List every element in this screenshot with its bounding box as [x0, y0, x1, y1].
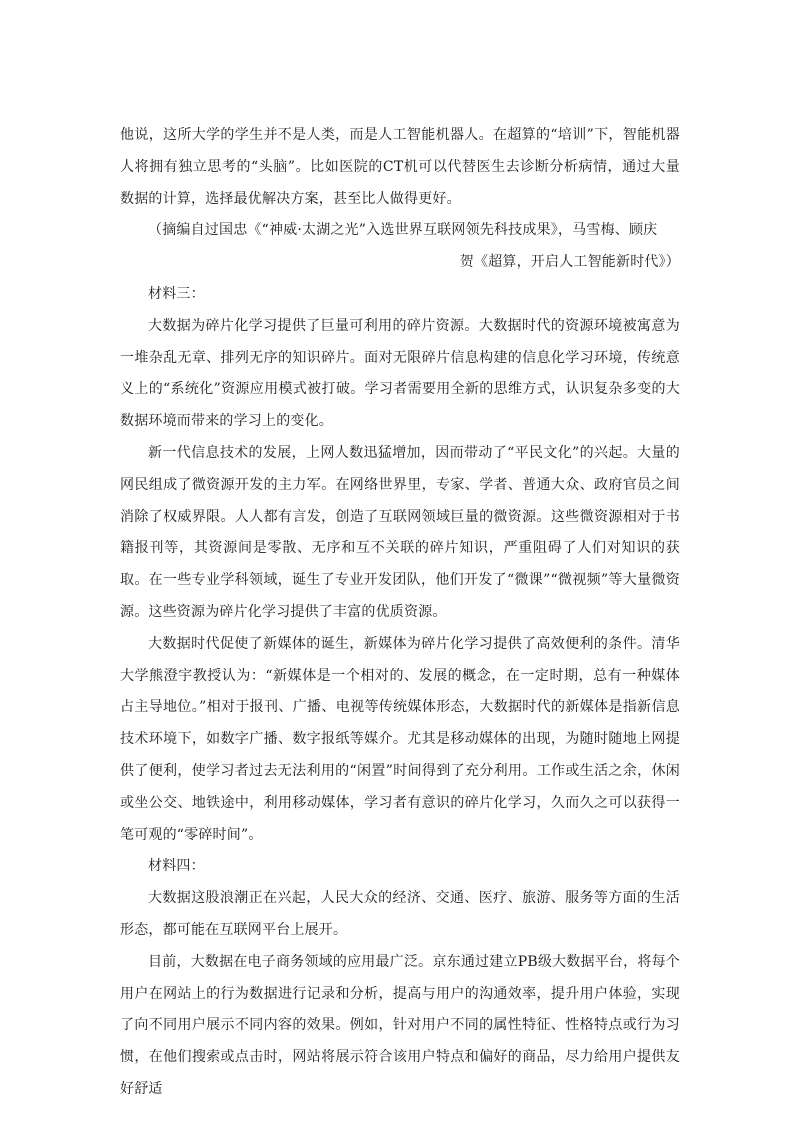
material-3-paragraph-1: 大数据为碎片化学习提供了巨量可利用的碎片资源。大数据时代的资源环境被寓意为一堆杂乱无章、排列无序的知识碎片。面对无限碎片信息构建的信息化学习环境，传统意义上的“系统化”资源应用模式被打破。学习者需要用全新的思维方式，认识复杂多变的大数据环境而带来的学习上的变化。: [120, 317, 680, 430]
material-3-paragraph-2: 新一代信息技术的发展，上网人数迅猛增加，因而带动了“平民文化”的兴起。大量的网民组成了微资源开发的主力军。在网络世界里，专家、学者、普通大众、政府官员之间消除了权威界限。人人都有言发，创造了互联网领域巨量的微资源。这些微资源相对于书籍报刊等，其资源间是零散、无序和互不关联的碎片知识，严重阻碍了人们对知识的获取。在一些专业学科领域，诞生了专业开发团队，他们开发了“微课”“微视频”等大量微资源。这些资源为碎片化学习提供了丰富的优质资源。: [120, 444, 680, 620]
paragraph-robot-university: 他说，这所大学的学生并不是人类，而是人工智能机器人。在超算的“培训”下，智能机器人将拥有独立思考的“头脑”。比如医院的CT机可以代替医生去诊断分析病情，通过大量数据的计算，选择最优解决方案，甚至比人做得更好。: [120, 127, 680, 207]
material-3-paragraph-3: 大数据时代促使了新媒体的诞生，新媒体为碎片化学习提供了高效便利的条件。清华大学熊澄宇教授认为：“新媒体是一个相对的、发展的概念，在一定时期，总有一种媒体占主导地位。”相对于报刊、广播、电视等传统媒体形态，大数据时代的新媒体是指新信息技术环境下，如数字广播、数字报纸等媒介。尤其是移动媒体的出现，为随时随地上网提供了便利，使学习者过去无法利用的“闲置”时间得到了充分利用。工作或生活之余，休闲或坐公交、地铁途中，利用移动媒体，学习者有意识的碎片化学习，久而久之可以获得一笔可观的“零碎时间”。: [120, 635, 680, 843]
article-body: [120, 120, 680, 1106]
material-4-label: 材料四：: [148, 858, 205, 875]
source-citation-line-1: （摘编自过国忠《“神威·太湖之光”入选世界互联网领先科技成果》，马雪梅、顾庆: [148, 222, 658, 239]
material-4-paragraph-1: 大数据这股浪潮正在兴起，人民大众的经济、交通、医疗、旅游、服务等方面的生活形态，都可能在互联网平台上展开。: [120, 890, 680, 938]
material-3-label: 材料三：: [148, 285, 205, 302]
material-4-paragraph-2: 目前，大数据在电子商务领域的应用最广泛。京东通过建立PB级大数据平台，将每个用户在网站上的行为数据进行记录和分析，提高与用户的沟通效率，提升用户体验，实现了向不同用户展示不同内容的效果。例如，针对用户不同的属性特征、性格特点或行为习惯，在他们搜索或点击时，网站将展示符合该用户特点和偏好的商品，尽力给用户提供友好舒适: [120, 953, 680, 1097]
source-citation-line-2: 贺《超算，开启人工智能新时代》）: [459, 254, 680, 271]
